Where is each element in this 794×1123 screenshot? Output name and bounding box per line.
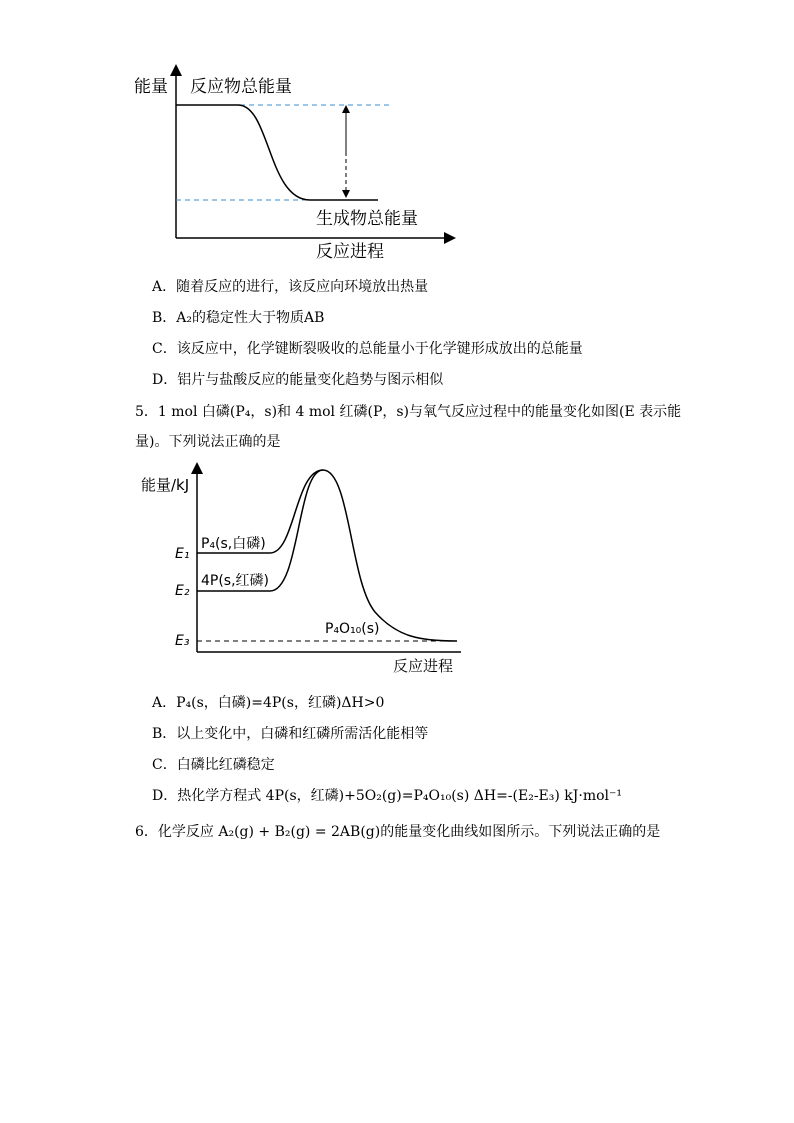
x-axis-label: 反应进程 — [316, 242, 384, 262]
e1-label: E₁ — [175, 546, 190, 562]
q4-option-a[interactable]: A．随着反应的进行，该反应向环境放出热量 — [152, 279, 429, 295]
red-p-label: 4P(s,红磷) — [201, 573, 270, 589]
x-axis-label: 反应进程 — [393, 657, 454, 675]
q4-option-d[interactable]: D．铝片与盐酸反应的能量变化趋势与图示相似 — [152, 372, 444, 388]
q5-option-a[interactable]: A．P₄(s，白磷)=4P(s，红磷)ΔH>0 — [152, 695, 385, 711]
white-p-curve — [197, 470, 457, 641]
q5-option-b[interactable]: B．以上变化中，白磷和红磷所需活化能相等 — [152, 726, 429, 742]
q4-option-c[interactable]: C．该反应中，化学键断裂吸收的总能量小于化学键形成放出的总能量 — [152, 341, 583, 357]
q5-option-c[interactable]: C．白磷比红磷稳定 — [152, 757, 275, 773]
q5-option-d[interactable]: D．热化学方程式 4P(s，红磷)+5O₂(g)=P₄O₁₀(s) ΔH=-(E₂-E₃) kJ·mol⁻¹ — [152, 788, 623, 804]
q5-stem-line2: 量)。下列说法正确的是 — [135, 434, 281, 450]
e3-label: E₃ — [175, 633, 190, 649]
reactants-label: 反应物总能量 — [190, 77, 292, 97]
y-axis-label: 能量/kJ — [141, 476, 190, 494]
e2-label: E₂ — [175, 583, 190, 599]
white-p-label: P₄(s,白磷) — [201, 536, 266, 552]
energy-diagram-2 — [135, 462, 465, 677]
q5-stem-line1: 5．1 mol 白磷(P₄，s)和 4 mol 红磷(P，s)与氧气反应过程中的能量变化如图(E 表示能 — [135, 404, 682, 420]
products-label: 生成物总能量 — [316, 209, 418, 229]
q4-option-b[interactable]: B．A₂的稳定性大于物质AB — [152, 310, 325, 326]
energy-diagram-1 — [120, 62, 470, 267]
energy-curve — [176, 105, 378, 200]
product-label: P₄O₁₀(s) — [325, 621, 380, 637]
q6-stem: 6．化学反应 A₂(g) + B₂(g) = 2AB(g)的能量变化曲线如图所示。下列说法正确的是 — [135, 824, 661, 840]
y-axis-label: 能量 — [134, 77, 168, 97]
